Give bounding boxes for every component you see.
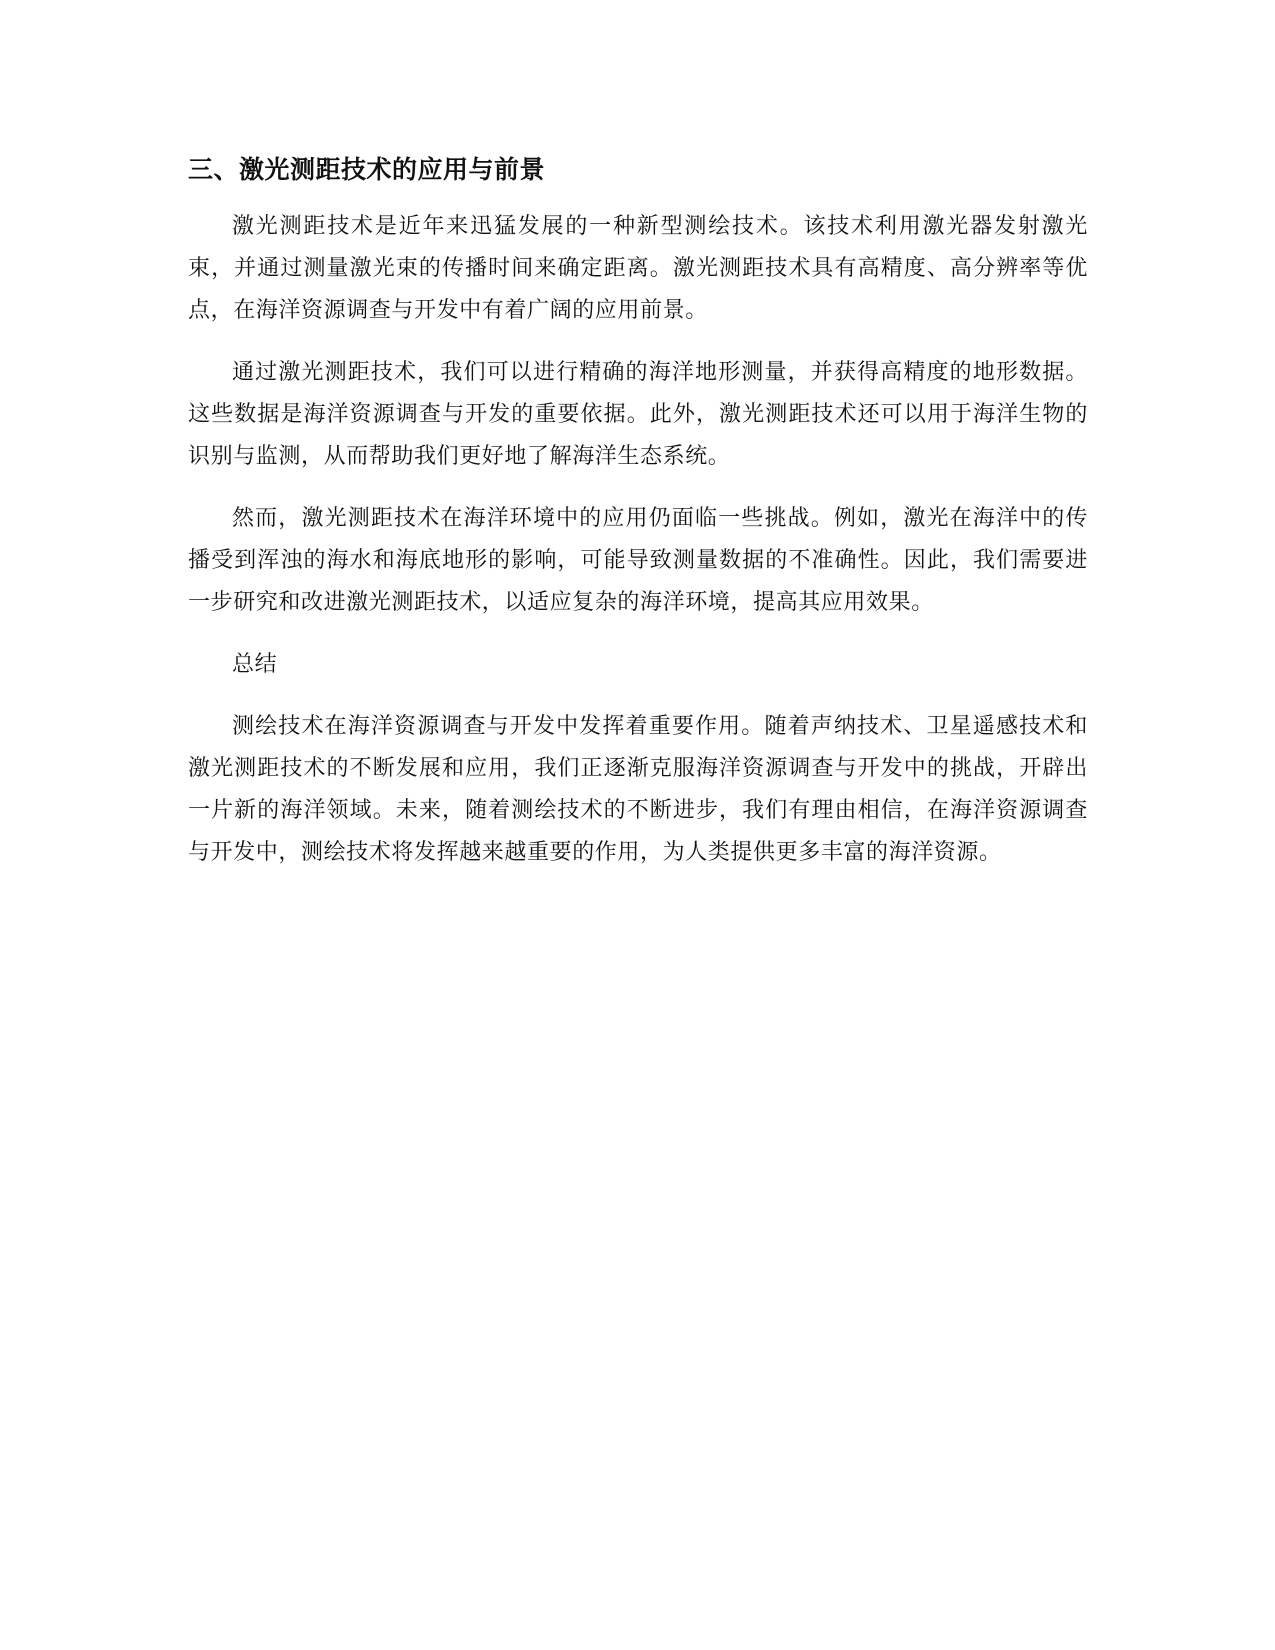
paragraph-laser-intro: 激光测距技术是近年来迅猛发展的一种新型测绘技术。该技术利用激光器发射激光束，并通过测量激光束的传播时间来确定距离。激光测距技术具有高精度、高分辨率等优点，在海洋资源调查与开发中有着广阔的应用前景。 <box>188 214 1088 323</box>
section-heading: 三、激光测距技术的应用与前景 <box>188 155 546 184</box>
paragraph-laser-applications: 通过激光测距技术，我们可以进行精确的海洋地形测量，并获得高精度的地形数据。这些数据是海洋资源调查与开发的重要依据。此外，激光测距技术还可以用于海洋生物的识别与监测，从而帮助我们更好地了解海洋生态系统。 <box>188 360 1088 469</box>
summary-label: 总结 <box>232 652 278 677</box>
document-body <box>188 150 1088 894</box>
paragraph-summary: 测绘技术在海洋资源调查与开发中发挥着重要作用。随着声纳技术、卫星遥感技术和激光测距技术的不断发展和应用，我们正逐渐克服海洋资源调查与开发中的挑战，开辟出一片新的海洋领域。未来，随着测绘技术的不断进步，我们有理由相信，在海洋资源调查与开发中，测绘技术将发挥越来越重要的作用，为人类提供更多丰富的海洋资源。 <box>188 714 1088 865</box>
paragraph-laser-challenges: 然而，激光测距技术在海洋环境中的应用仍面临一些挑战。例如，激光在海洋中的传播受到浑浊的海水和海底地形的影响，可能导致测量数据的不准确性。因此，我们需要进一步研究和改进激光测距技术，以适应复杂的海洋环境，提高其应用效果。 <box>188 506 1088 615</box>
